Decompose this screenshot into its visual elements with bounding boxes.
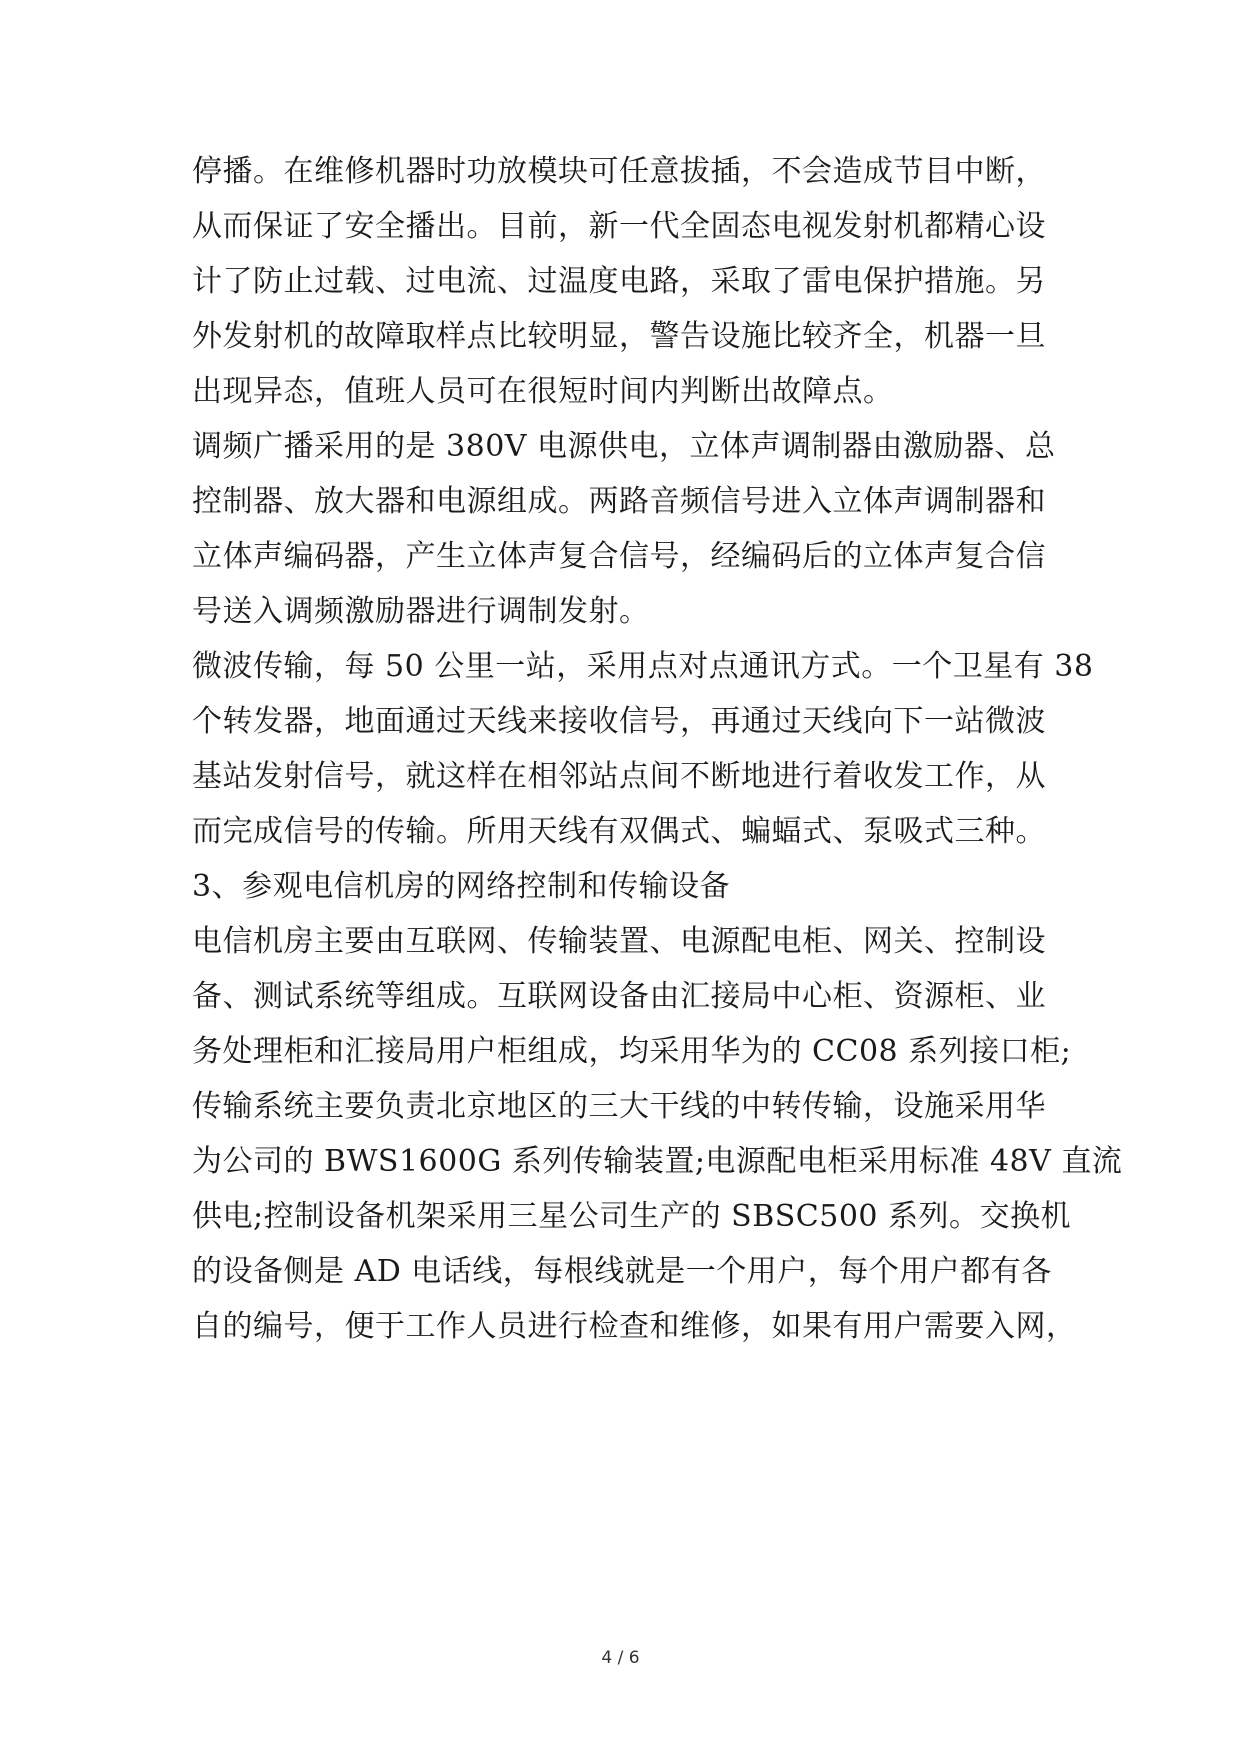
text-line: 自的编号，便于工作人员进行检查和维修，如果有用户需要入网， <box>192 1309 1077 1344</box>
text-line: 号送入调频激励器进行调制发射。 <box>192 594 650 629</box>
text-line: 务处理柜和汇接局用户柜组成，均采用华为的 CC08 系列接口柜; <box>192 1034 1072 1069</box>
text-line: 微波传输，每 50 公里一站，采用点对点通讯方式。一个卫星有 38 <box>192 649 1094 684</box>
text-line: 停播。在维修机器时功放模块可任意拔插，不会造成节目中断， <box>192 154 1046 189</box>
text-line: 为公司的 BWS1600G 系列传输装置;电源配电柜采用标准 48V 直流 <box>192 1144 1123 1179</box>
text-line: 计了防止过载、过电流、过温度电路，采取了雷电保护措施。另 <box>192 264 1046 299</box>
text-line: 从而保证了安全播出。目前，新一代全固态电视发射机都精心设 <box>192 209 1046 244</box>
text-line: 传输系统主要负责北京地区的三大干线的中转传输，设施采用华 <box>192 1089 1046 1124</box>
text-line: 控制器、放大器和电源组成。两路音频信号进入立体声调制器和 <box>192 484 1046 519</box>
text-line: 出现异态，值班人员可在很短时间内判断出故障点。 <box>192 374 894 409</box>
page-number: 4 / 6 <box>601 1648 640 1668</box>
section-heading: 3、参观电信机房的网络控制和传输设备 <box>192 869 731 904</box>
text-line: 备、测试系统等组成。互联网设备由汇接局中心柜、资源柜、业 <box>192 979 1046 1014</box>
text-line: 而完成信号的传输。所用天线有双偶式、蝙蝠式、泵吸式三种。 <box>192 814 1046 849</box>
text-line: 基站发射信号，就这样在相邻站点间不断地进行着收发工作，从 <box>192 759 1046 794</box>
text-line: 立体声编码器，产生立体声复合信号，经编码后的立体声复合信 <box>192 539 1046 574</box>
text-line: 供电;控制设备机架采用三星公司生产的 SBSC500 系列。交换机 <box>192 1199 1072 1234</box>
text-line: 的设备侧是 AD 电话线，每根线就是一个用户，每个用户都有各 <box>192 1254 1052 1289</box>
text-line: 调频广播采用的是 380V 电源供电，立体声调制器由激励器、总 <box>192 429 1056 464</box>
text-line: 外发射机的故障取样点比较明显，警告设施比较齐全，机器一旦 <box>192 319 1046 354</box>
text-line: 电信机房主要由互联网、传输装置、电源配电柜、网关、控制设 <box>192 924 1046 959</box>
text-line: 个转发器，地面通过天线来接收信号，再通过天线向下一站微波 <box>192 704 1046 739</box>
